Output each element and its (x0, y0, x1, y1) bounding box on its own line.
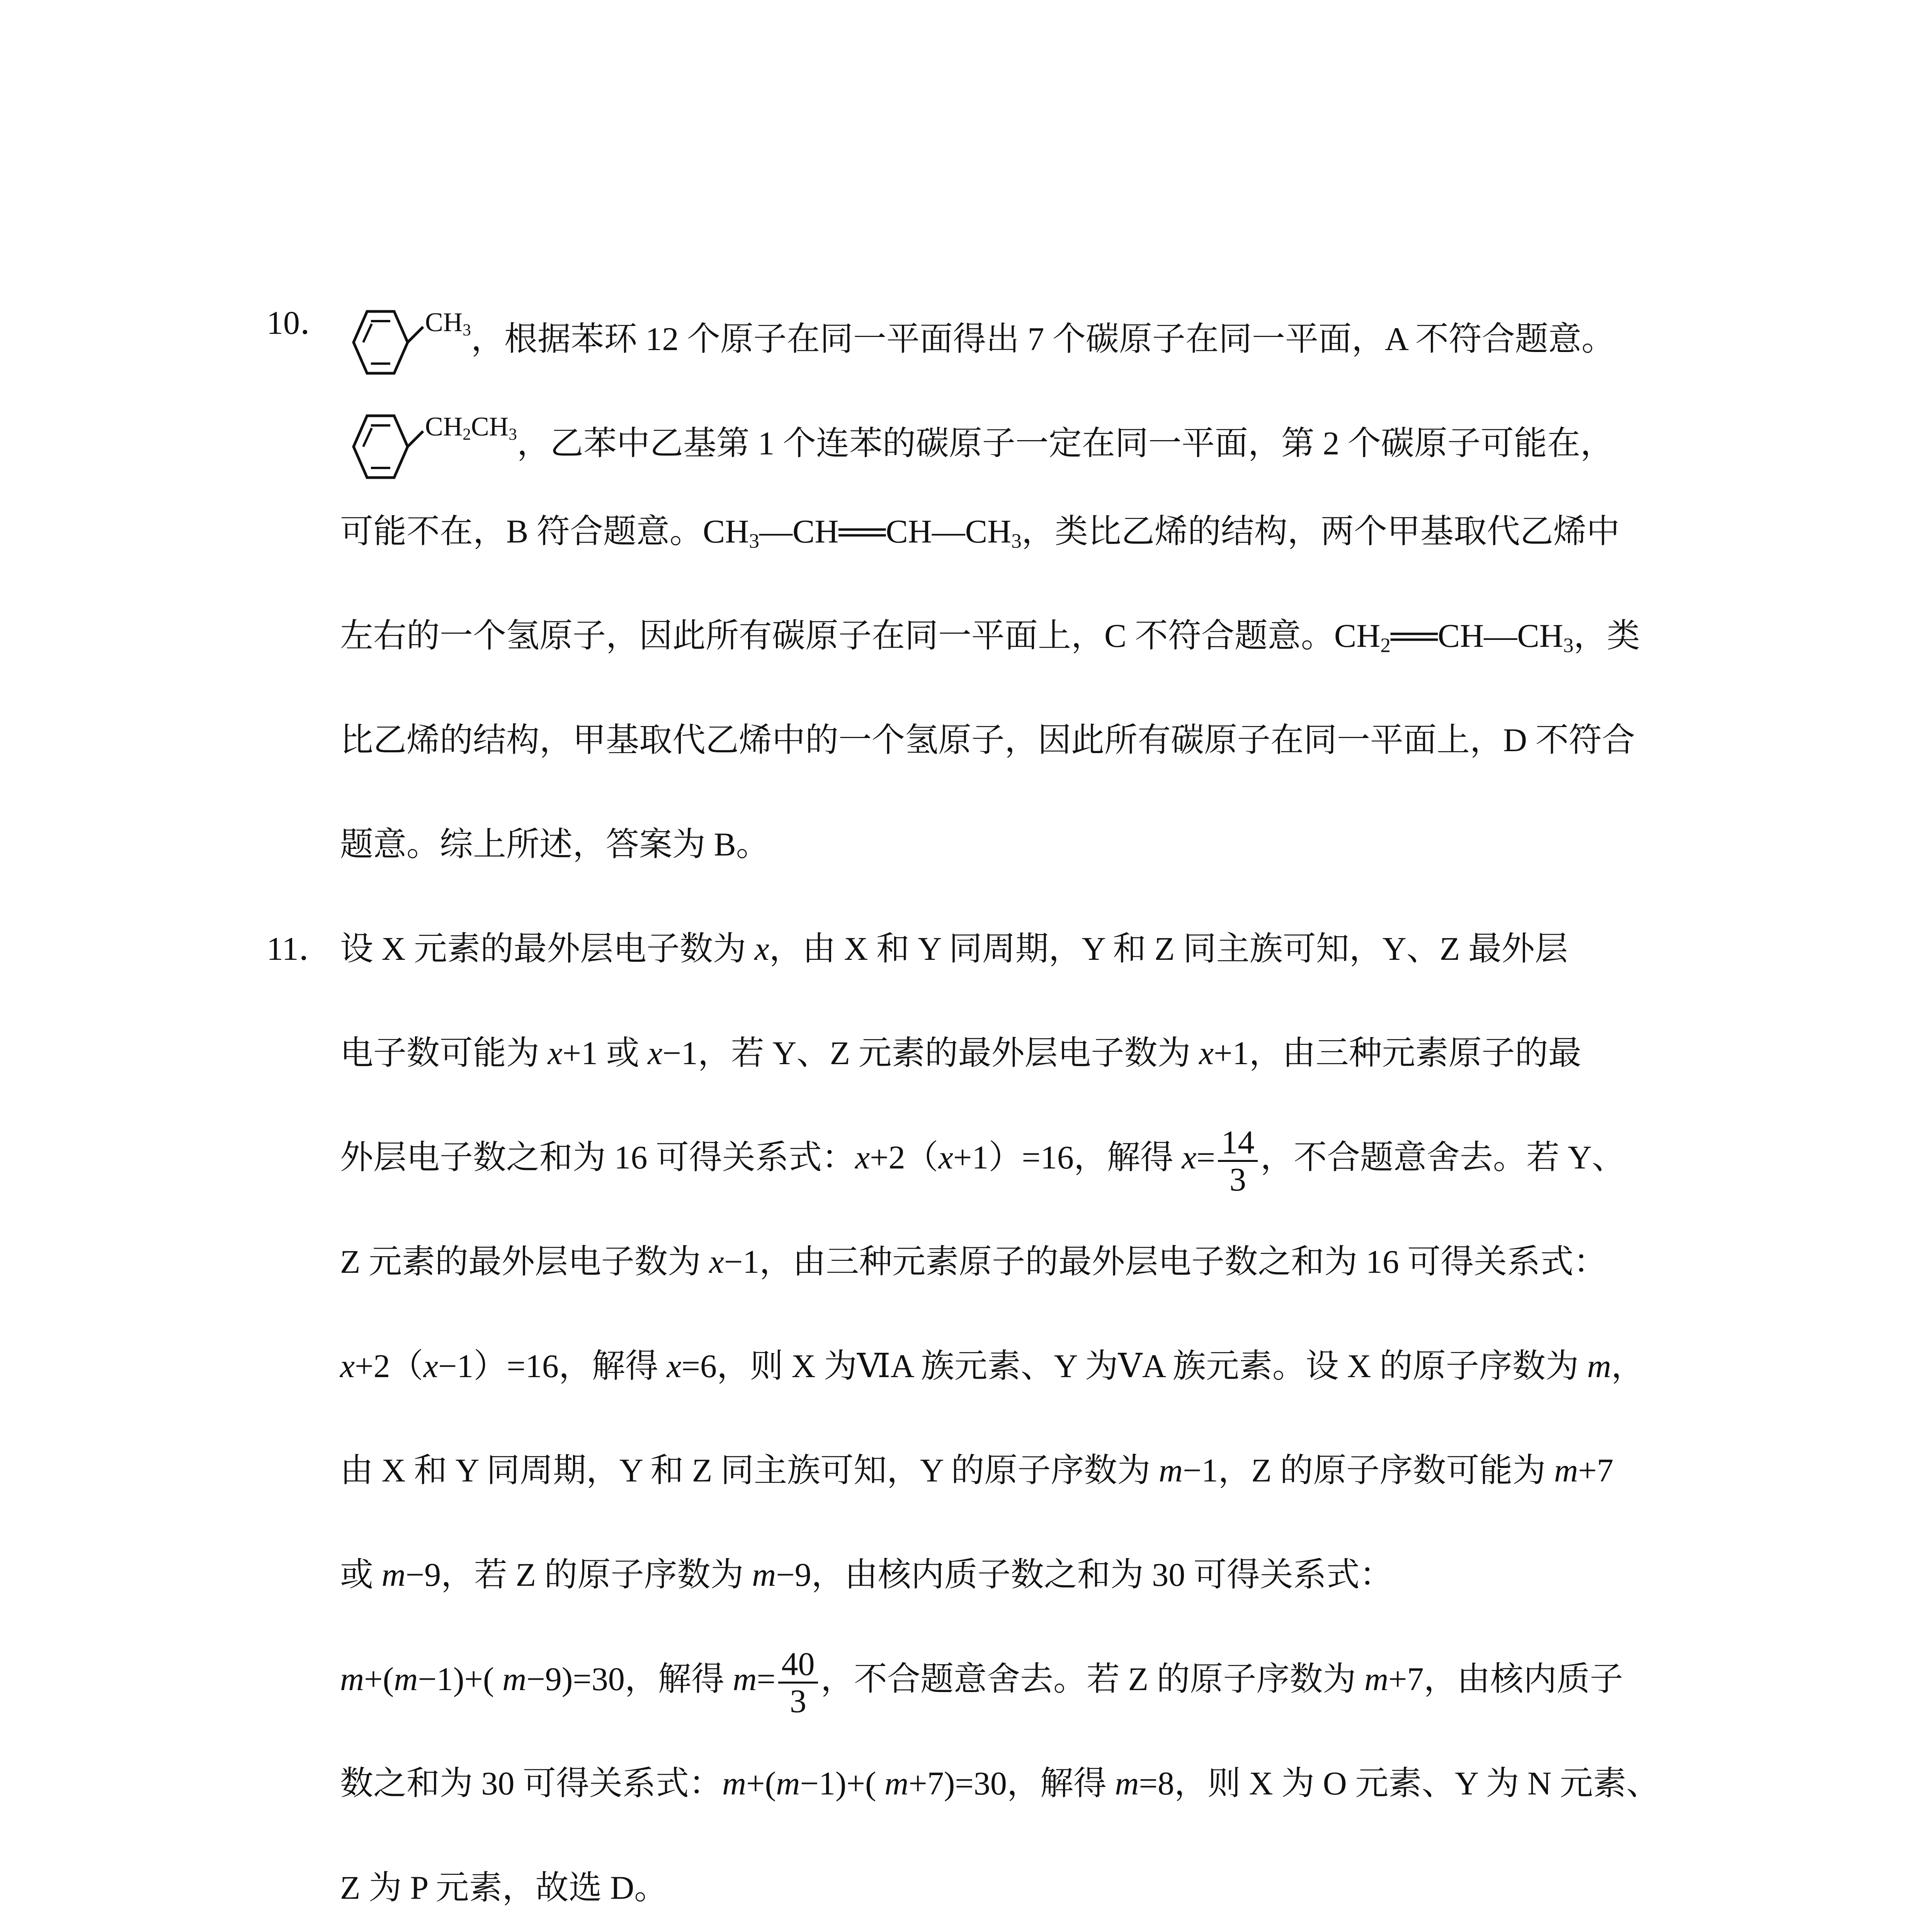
fraction: $\frac{14}{3}$ (1218, 1125, 1258, 1197)
text-line: 外层电子数之和为 16 可得关系式：x+2（x+1）=16，解得 x= $\frac{14}{3}$ ，不合题意舍去。若 Y、 (340, 1124, 1625, 1198)
answer-number: 10． (267, 304, 333, 341)
text-line: 比乙烯的结构，甲基取代乙烯中的一个氢原子，因此所有碳原子在同一平面上，D 不符合 (340, 721, 1635, 759)
ethyl-label: CH2CH3 (425, 412, 517, 444)
answer-number: 11． (267, 930, 332, 967)
text-line: 左右的一个氢原子，因此所有碳原子在同一平面上，C 不符合题意。$CH_2══CH—CH_3$，类 (340, 617, 1640, 657)
answer-content (267, 270, 1660, 1932)
text-line: 设 X 元素的最外层电子数为 x，由 X 和 Y 同周期，Y 和 Z 同主族可知，Y、Z 最外层 (340, 930, 1568, 967)
text-line: Z 为 P 元素，故选 D。 (340, 1869, 668, 1906)
answer-10 (267, 270, 1642, 896)
text-line: 电子数可能为 x+1 或 x−1，若 Y、Z 元素的最外层电子数为 x+1，由三种元素原子的最 (340, 1034, 1582, 1071)
text-line: 可能不在，B 符合题意。$CH_3—CH══CH—CH_3$，类比乙烯的结构，两个甲基取代乙烯中 (340, 513, 1620, 553)
answer-11 (267, 896, 1660, 1932)
text-line: $^{CH_2CH_3}$，乙苯中乙基第 1 个连苯的碳原子一定在同一平面，第 2 个碳原子可能在， (340, 375, 1642, 479)
text-line: 或 m−9，若 Z 的原子序数为 m−9，由核内质子数之和为 30 可得关系式： (340, 1556, 1393, 1593)
fraction: $\frac{40}{3}$ (778, 1646, 818, 1718)
text-line: 题意。综上所述，答案为 B。 (340, 826, 769, 863)
text-line: $^{CH_3}$，根据苯环 12 个原子在同一平面得出 7 个碳原子在同一平面，A 不符合题意。 (340, 270, 1642, 375)
text-line: x+2（x−1）=16，解得 x=6，则 X 为ⅥA 族元素、Y 为ⅤA 族元素。设 X 的原子序数为 m， (340, 1347, 1644, 1384)
text-line: Z 元素的最外层电子数为 x−1，由三种元素原子的最外层电子数之和为 16 可得关系式： (340, 1243, 1607, 1280)
text-line: 数之和为 30 可得关系式：m+(m−1)+( m+7)=30，解得 m=8，则 X 为 O 元素、Y 为 N 元素、 (340, 1765, 1660, 1802)
text-line: m+(m−1)+( m−9)=30，解得 m= $\frac{40}{3}$ ，不合题意舍去。若 Z 的原子序数为 m+7，由核内质子 (340, 1645, 1623, 1719)
text-line: 由 X 和 Y 同周期，Y 和 Z 同主族可知，Y 的原子序数为 m−1，Z 的原子序数可能为 m+7 (340, 1452, 1614, 1489)
methyl-label: CH3 (425, 308, 471, 339)
